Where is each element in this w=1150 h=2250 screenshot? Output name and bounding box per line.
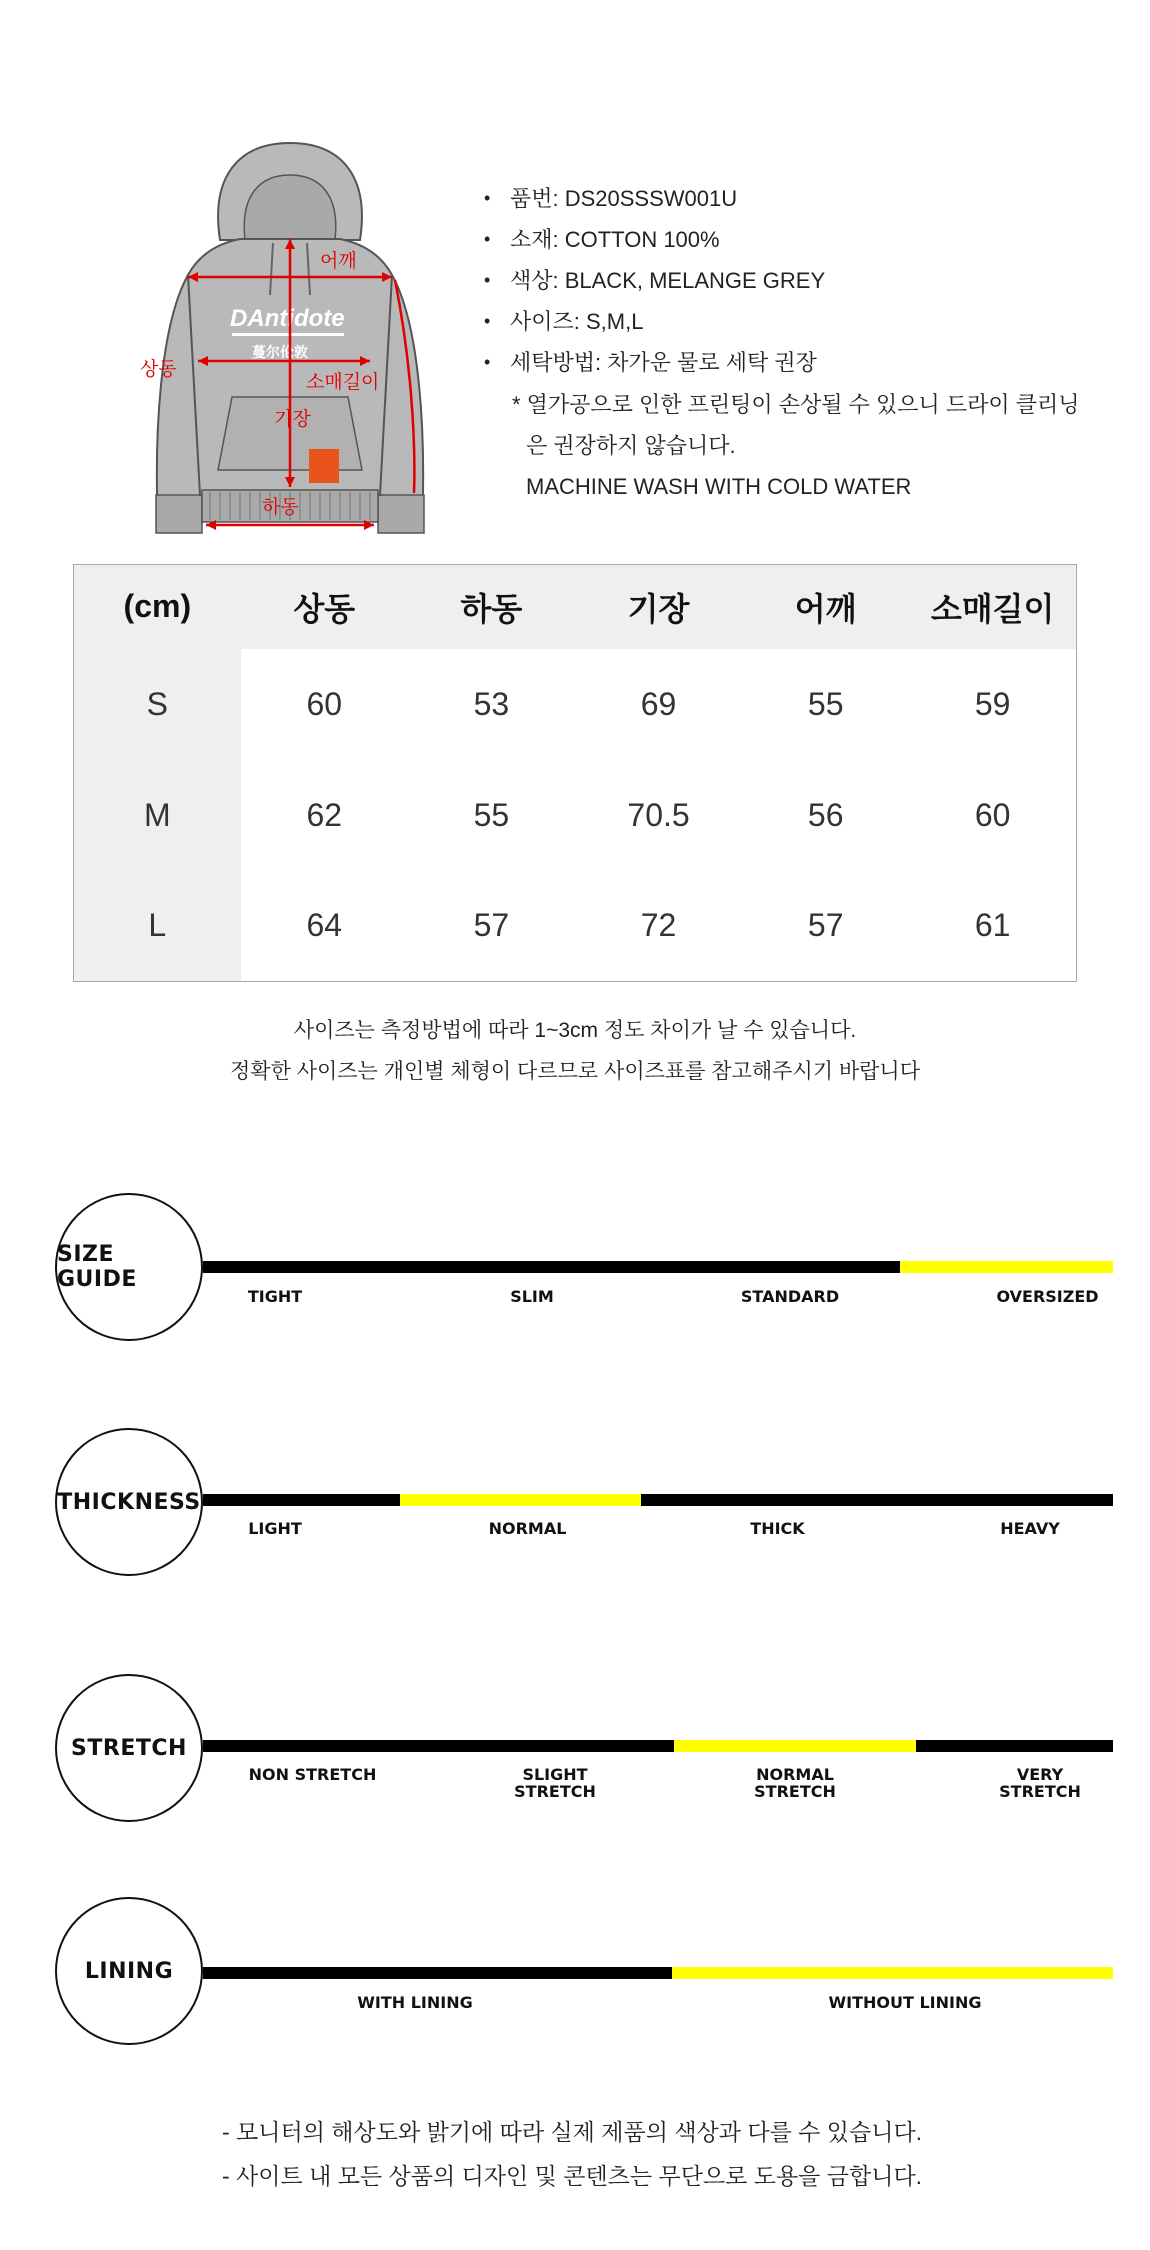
table-cell: 56 xyxy=(742,760,909,871)
bar-segment-without-lining xyxy=(672,1967,1113,1979)
option-normal: NORMAL xyxy=(488,1519,567,1538)
spec-item-color: • 색상: BLACK, MELANGE GREY xyxy=(480,260,1100,301)
stretch-scale xyxy=(0,1674,1150,1834)
footer-line: - 모니터의 해상도와 밝기에 따라 실제 제품의 색상과 다를 수 있습니다. xyxy=(222,2119,923,2145)
bar-segment-tight-to-standard xyxy=(203,1261,900,1273)
footer-line: - 사이트 내 모든 상품의 디자인 및 콘텐츠는 무단으로 도용을 금합니다. xyxy=(222,2163,923,2189)
bar-segment-thick-to-heavy xyxy=(641,1494,1113,1506)
care-note: * 열가공으로 인한 프린팅이 손상될 수 있으니 드라이 클리닝 xyxy=(512,392,1080,417)
sleeve-label: 소매길이 xyxy=(306,371,380,393)
option-thick: THICK xyxy=(750,1519,805,1538)
bar-segment-normal xyxy=(400,1494,641,1506)
table-cell: 55 xyxy=(742,649,909,760)
table-cell: 61 xyxy=(909,871,1076,982)
thickness-bar xyxy=(203,1494,1113,1506)
column-header: 소매길이 xyxy=(930,590,1055,627)
option-oversized: OVERSIZED xyxy=(996,1287,1099,1306)
table-cell: 64 xyxy=(241,871,408,982)
bar-segment-oversized xyxy=(900,1261,1113,1273)
option-without-lining: WITHOUT LINING xyxy=(828,1993,982,2012)
size-guide-badge: SIZE GUIDE xyxy=(55,1193,203,1341)
option-heavy: HEAVY xyxy=(1000,1519,1060,1538)
table-row xyxy=(74,760,1077,871)
option-slim: SLIM xyxy=(510,1287,554,1306)
option-very-stretch: VERY STRETCH xyxy=(999,1765,1081,1801)
bullet-icon: • xyxy=(484,188,491,208)
hoodie-logo: DAntidote xyxy=(230,305,345,332)
column-header: 상동 xyxy=(293,590,356,627)
table-cell: 59 xyxy=(909,649,1076,760)
care-note: MACHINE WASH WITH COLD WATER xyxy=(526,474,912,499)
bar-segment-light xyxy=(203,1494,400,1506)
size-label: S xyxy=(74,649,241,760)
table-cell: 53 xyxy=(408,649,575,760)
bar-segment-normal-stretch xyxy=(674,1740,916,1752)
table-cell: 60 xyxy=(909,760,1076,871)
table-cell: 70.5 xyxy=(575,760,742,871)
column-header: (cm) xyxy=(123,588,192,625)
table-cell: 69 xyxy=(575,649,742,760)
hoodie-illustration xyxy=(140,135,440,550)
size-disclaimer xyxy=(0,1010,1150,1092)
bullet-icon: • xyxy=(484,270,491,290)
bar-segment-non-to-slight xyxy=(203,1740,674,1752)
hoodie-patch xyxy=(309,449,339,483)
table-cell: 57 xyxy=(742,871,909,982)
thickness-badge: THICKNESS xyxy=(55,1428,203,1576)
size-label: L xyxy=(74,871,241,982)
table-row xyxy=(74,871,1077,982)
option-slight-stretch: SLIGHT STRETCH xyxy=(514,1765,596,1801)
option-standard: STANDARD xyxy=(740,1287,840,1306)
lining-bar xyxy=(203,1967,1113,1979)
hoodie-logo-sub: 蔓尔伦敦 xyxy=(252,345,308,361)
option-with-lining: WITH LINING xyxy=(357,1993,473,2012)
column-header: 하동 xyxy=(460,590,523,627)
spec-item-material: • 소재: COTTON 100% xyxy=(480,219,1100,260)
thickness-scale xyxy=(0,1428,1150,1588)
bar-segment-very xyxy=(916,1740,1113,1752)
table-cell: 62 xyxy=(241,760,408,871)
option-tight: TIGHT xyxy=(247,1287,303,1306)
table-cell: 55 xyxy=(408,760,575,871)
size-label: M xyxy=(74,760,241,871)
table-cell: 60 xyxy=(241,649,408,760)
size-guide-bar xyxy=(203,1261,1113,1273)
length-label: 기장 xyxy=(274,408,311,430)
spec-item-washing: • 세탁방법: 차가운 물로 세탁 권장 xyxy=(480,342,1100,383)
stretch-badge: STRETCH xyxy=(55,1674,203,1822)
spec-item-sizes: • 사이즈: S,M,L xyxy=(480,301,1100,342)
column-header: 기장 xyxy=(627,590,690,627)
size-table xyxy=(73,564,1077,982)
hem-label: 하동 xyxy=(262,496,299,518)
care-note: 은 권장하지 않습니다. xyxy=(526,433,736,458)
footer-notice xyxy=(222,2110,922,2198)
bullet-icon: • xyxy=(484,311,491,331)
bullet-icon: • xyxy=(484,352,491,372)
disclaimer-line: 정확한 사이즈는 개인별 체형이 다르므로 사이즈표를 참고해주시기 바랍니다 xyxy=(230,1060,920,1083)
care-notes xyxy=(510,384,1080,507)
disclaimer-line: 사이즈는 측정방법에 따라 1~3cm 정도 차이가 날 수 있습니다. xyxy=(293,1019,857,1042)
table-cell: 72 xyxy=(575,871,742,982)
spec-item-product-code: • 품번: DS20SSSW001U xyxy=(480,178,1100,219)
option-normal-stretch: NORMAL STRETCH xyxy=(754,1765,836,1801)
stretch-bar xyxy=(203,1740,1113,1752)
shoulder-label: 어깨 xyxy=(320,250,357,272)
spec-list xyxy=(480,178,1100,383)
table-row xyxy=(74,649,1077,760)
lining-badge: LINING xyxy=(55,1897,203,2045)
chest-label: 상동 xyxy=(140,358,177,380)
size-guide-scale xyxy=(0,1193,1150,1353)
option-non-stretch: NON STRETCH xyxy=(248,1765,377,1784)
bar-segment-with-lining xyxy=(203,1967,672,1979)
option-light: LIGHT xyxy=(248,1519,302,1538)
table-cell: 57 xyxy=(408,871,575,982)
bullet-icon: • xyxy=(484,229,491,249)
column-header: 어깨 xyxy=(794,590,857,627)
table-header-row xyxy=(74,565,1077,649)
lining-scale xyxy=(0,1897,1150,2057)
